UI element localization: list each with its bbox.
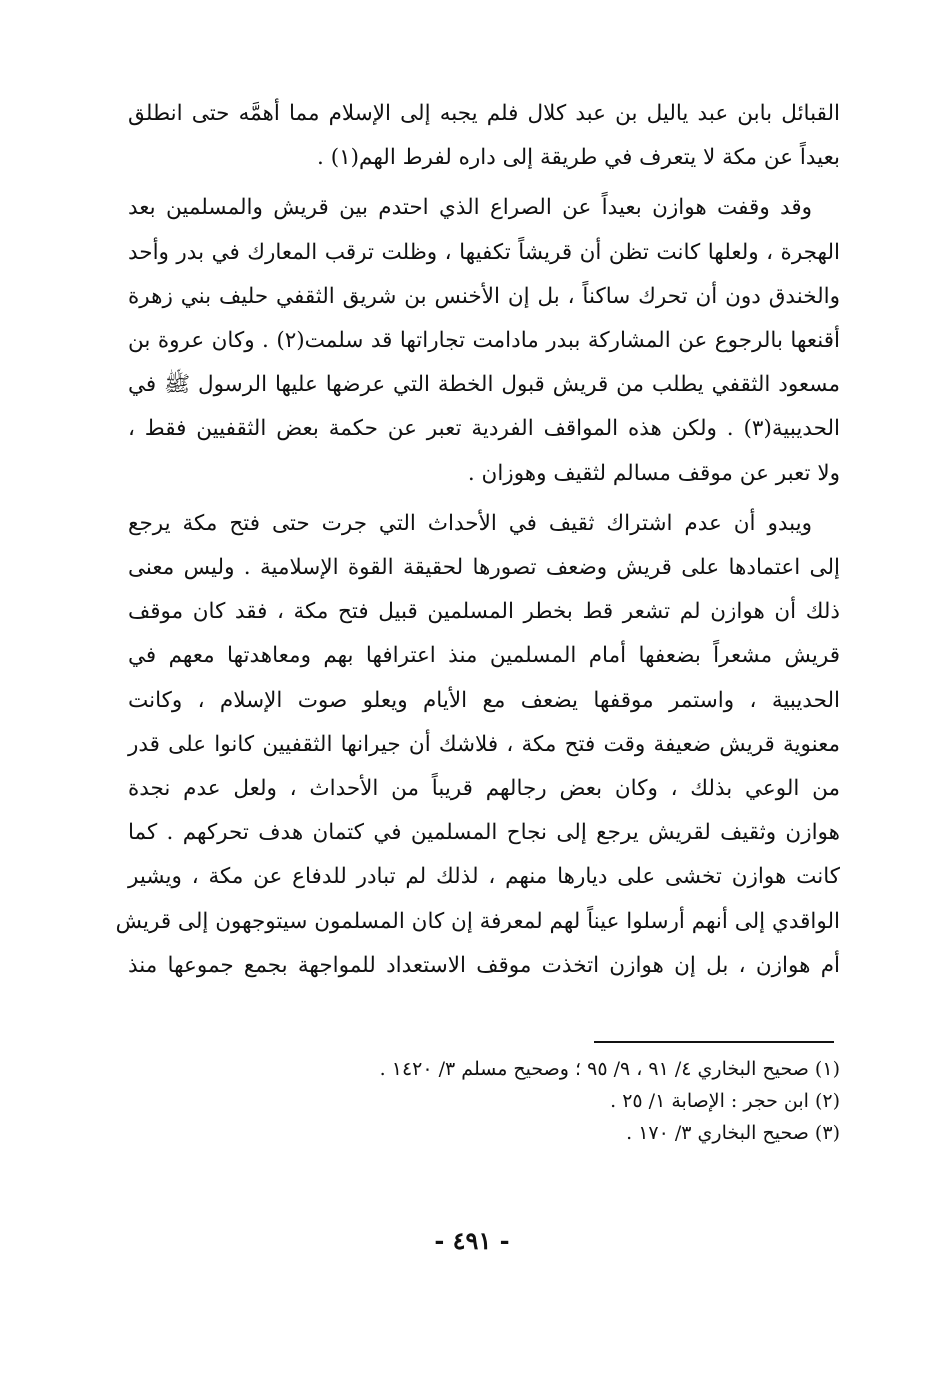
text-line: أقنعها بالرجوع عن المشاركة ببدر مادامت تجاراتها قد سلمت(٢) . وكان عروة بن <box>128 328 840 354</box>
text-line: ولا تعبر عن موقف مسالم لثقيف وهوزان . <box>467 460 840 486</box>
text-line: القبائل بابن عبد ياليل بن عبد كلال فلم يجبه إلى الإسلام مما أهمَّه حتى انطلق <box>128 101 840 126</box>
footnote-3: (٣) صحيح البخاري ٣/ ١٧٠ . <box>626 1122 840 1144</box>
footnote-1: (١) صحيح البخاري ٤/ ٩١ ، ٩/ ٩٥ ؛ وصحيح مسلم ٣/ ١٤٢٠ . <box>379 1058 840 1080</box>
text-line: ذلك أن هوازن لم تشعر قط بخطر المسلمين قبيل فتح مكة ، فقد كان موقف <box>128 599 840 625</box>
text-line: قريش مشعراً بضعفها أمام المسلمين منذ اعترافها بهم ومعاهدتها معهم في <box>128 643 840 669</box>
text-line: إلى اعتمادها على قريش وضعف تصورها لحقيقة القوة الإسلامية . وليس معنى <box>128 555 840 581</box>
footnote-2: (٢) ابن حجر : الإصابة ١/ ٢٥ . <box>610 1090 840 1112</box>
paragraph-2 <box>128 186 840 495</box>
text-line: مسعود الثقفي يطلب من قريش قبول الخطة التي عرضها عليها الرسول ﷺ في <box>128 372 840 398</box>
text-line: الواقدي إلى أنهم أرسلوا عيناً لهم لمعرفة إن كان المسلمون سيتوجهون إلى قريش <box>115 908 840 934</box>
paragraph-3 <box>115 502 840 988</box>
text-line: والخندق دون أن تحرك ساكناً ، بل إن الأخنس بن شريق الثقفي حليف بني زهرة <box>128 283 840 309</box>
text-line: وقد وقفت هوازن بعيداً عن الصراع الذي احتدم بين قريش والمسلمين بعد <box>128 195 812 221</box>
text-line: من الوعي بذلك ، وكان بعض رجالهم قريباً من الأحداث ، ولعل عدم نجدة <box>128 776 840 802</box>
footnotes <box>128 1053 840 1149</box>
main-text <box>115 92 840 988</box>
text-line: كانت هوازن تخشى على ديارها منهم ، لذلك لم تبادر للدفاع عن مكة ، ويشير <box>128 864 840 890</box>
text-line: الحديبية ، واستمر موقفها يضعف مع الأيام ويعلو صوت الإسلام ، وكانت <box>128 687 840 713</box>
text-line: هوازن وثقيف لقريش يرجع إلى نجاح المسلمين في كتمان هدف تحركهم . كما <box>128 820 840 846</box>
text-line: بعيداً عن مكة لا يتعرف في طريقة إلى داره لفرط الهم(١) . <box>317 145 840 171</box>
text-line: الهجرة ، ولعلها كانت تظن أن قريشاً تكفيها ، وظلت ترقب المعارك في بدر وأحد <box>128 239 840 265</box>
text-line: الحديبية(٣) . ولكن هذه المواقف الفردية تعبر عن حكمة بعض الثقفيين فقط ، <box>128 416 840 442</box>
paragraph-1 <box>128 92 840 180</box>
text-line: ويبدو أن عدم اشتراك ثقيف في الأحداث التي جرت حتى فتح مكة يرجع <box>128 510 812 536</box>
page-number: - ٤٩١ - <box>434 1226 510 1255</box>
text-line: معنوية قريش ضعيفة وقت فتح مكة ، فلاشك أن جيرانها الثقفيين كانوا على قدر <box>128 731 840 757</box>
footnote-separator <box>594 1041 834 1043</box>
text-line: أم هوازن ، بل إن هوازن اتخذت موقف الاستعداد للمواجهة بجمع جموعها منذ <box>128 952 840 978</box>
